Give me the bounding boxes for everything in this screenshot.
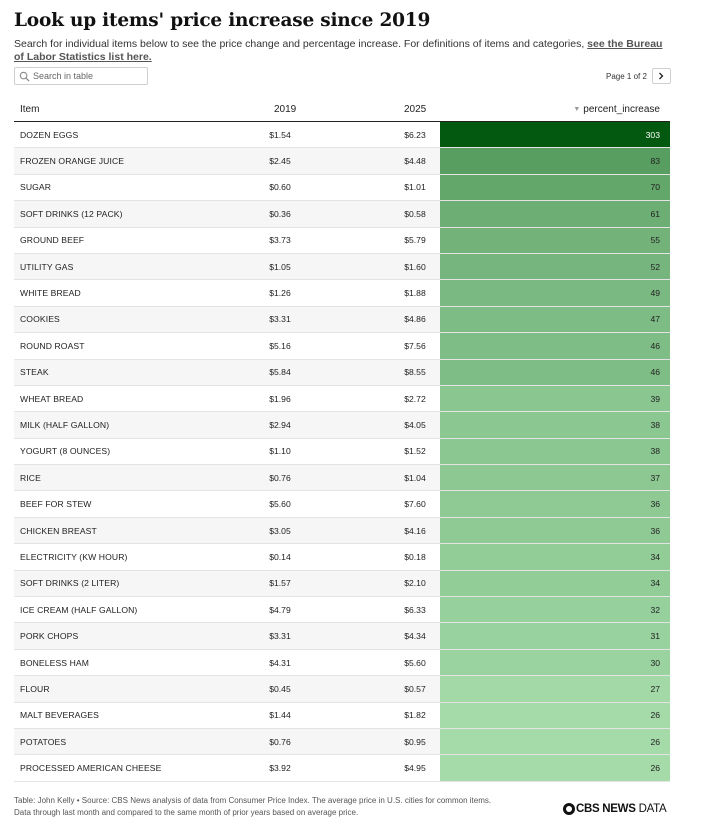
cell-price-2019: $1.54 [269,129,291,140]
cbs-eye-icon [563,803,575,815]
table-row [14,544,670,570]
table-row [14,623,670,649]
brand-suffix: DATA [638,803,667,815]
table-row [14,703,670,729]
cell-price-2019: $5.84 [269,367,291,378]
cell-price-2025: $1.01 [404,182,426,193]
cell-percent-increase: 34 [440,544,670,569]
cell-percent-increase: 46 [440,333,670,358]
cell-item: FROZEN ORANGE JUICE [20,156,125,167]
cell-price-2025: $5.79 [404,235,426,246]
cell-item: YOGURT (8 OUNCES) [20,446,111,457]
cell-item: DOZEN EGGS [20,129,79,140]
page-title: Look up items' price increase since 2019 [14,10,431,31]
cell-price-2019: $1.57 [269,578,291,589]
table-row [14,465,670,491]
cell-price-2025: $4.05 [404,419,426,430]
cell-item: MALT BEVERAGES [20,710,99,721]
search-input[interactable] [33,71,143,81]
cell-price-2019: $0.36 [269,208,291,219]
cell-price-2025: $2.10 [404,578,426,589]
table-row [14,676,670,702]
table-row [14,360,670,386]
table-row [14,729,670,755]
description-text: Search for individual items below to see the price change and percentage increase. For definitions of items and categories, [14,38,588,50]
cell-item: PORK CHOPS [20,631,79,642]
cell-percent-increase: 47 [440,307,670,332]
table-row [14,755,670,781]
cell-item: WHITE BREAD [20,288,81,299]
page-indicator: Page 1 of 2 [606,71,647,81]
search-box[interactable] [14,67,148,85]
cell-price-2025: $2.72 [404,393,426,404]
cell-price-2019: $1.96 [269,393,291,404]
column-header-percent-label: percent_increase [583,104,660,115]
table-row [14,518,670,544]
description [14,38,674,63]
table-row [14,228,670,254]
cell-percent-increase: 27 [440,676,670,701]
cell-item: BONELESS HAM [20,657,90,668]
cell-price-2019: $3.05 [269,525,291,536]
cell-percent-increase: 31 [440,623,670,648]
cell-percent-increase: 46 [440,360,670,385]
cell-percent-increase: 55 [440,228,670,253]
cell-price-2019: $0.76 [269,472,291,483]
cell-price-2019: $3.31 [269,631,291,642]
cell-price-2025: $1.04 [404,472,426,483]
cell-item: GROUND BEEF [20,235,85,246]
cell-price-2019: $0.76 [269,736,291,747]
cell-percent-increase: 38 [440,439,670,464]
cell-price-2019: $1.26 [269,288,291,299]
cell-item: ROUND ROAST [20,340,85,351]
cell-item: MILK (HALF GALLON) [20,419,110,430]
table-row [14,412,670,438]
cell-price-2025: $4.86 [404,314,426,325]
sort-descending-icon: ▼ [573,106,581,113]
cell-price-2019: $0.60 [269,182,291,193]
cell-price-2019: $2.94 [269,419,291,430]
cell-price-2019: $3.73 [269,235,291,246]
table-body [14,122,670,782]
cell-price-2019: $3.31 [269,314,291,325]
cell-percent-increase: 70 [440,175,670,200]
table-row [14,597,670,623]
table-row [14,571,670,597]
cell-percent-increase: 83 [440,148,670,173]
cell-item: POTATOES [20,736,67,747]
table-row [14,650,670,676]
table-row [14,439,670,465]
cell-percent-increase: 49 [440,280,670,305]
cell-price-2025: $4.16 [404,525,426,536]
cell-price-2025: $1.82 [404,710,426,721]
cell-price-2025: $4.48 [404,156,426,167]
cell-price-2019: $1.05 [269,261,291,272]
footer-line-method: Data through last month and compared to the same month of prior years based on average price. [14,808,359,817]
cell-percent-increase: 39 [440,386,670,411]
cell-item: ELECTRICITY (KW HOUR) [20,551,128,562]
cell-price-2025: $6.23 [404,129,426,140]
cell-price-2019: $4.31 [269,657,291,668]
table-row [14,307,670,333]
cell-price-2025: $6.33 [404,604,426,615]
cell-price-2025: $1.60 [404,261,426,272]
column-header-item[interactable]: Item [20,104,40,115]
brand-name: CBS NEWS [576,803,636,815]
cell-percent-increase: 36 [440,518,670,543]
cell-percent-increase: 26 [440,729,670,754]
cell-item: SUGAR [20,182,52,193]
cell-price-2019: $1.10 [269,446,291,457]
cell-price-2019: $1.44 [269,710,291,721]
cell-price-2019: $3.92 [269,763,291,774]
table-row [14,201,670,227]
cell-item: ICE CREAM (HALF GALLON) [20,604,138,615]
cell-price-2025: $1.52 [404,446,426,457]
price-table [14,96,670,782]
cell-price-2025: $5.60 [404,657,426,668]
cell-item: STEAK [20,367,49,378]
cell-price-2025: $0.57 [404,683,426,694]
cell-price-2025: $4.34 [404,631,426,642]
cell-price-2019: $0.14 [269,551,291,562]
cell-item: RICE [20,472,41,483]
cell-price-2019: $2.45 [269,156,291,167]
table-row [14,280,670,306]
column-header-2025[interactable]: 2025 [404,104,427,115]
cell-price-2019: $5.60 [269,499,291,510]
cell-price-2025: $1.88 [404,288,426,299]
footer-note [14,795,574,819]
cell-percent-increase: 37 [440,465,670,490]
table-row [14,333,670,359]
column-header-percent-increase[interactable] [573,104,660,115]
cell-price-2019: $0.45 [269,683,291,694]
cell-price-2025: $0.95 [404,736,426,747]
table-row [14,175,670,201]
cell-percent-increase: 61 [440,201,670,226]
cell-price-2025: $7.56 [404,340,426,351]
next-page-button[interactable] [652,68,671,84]
cell-item: FLOUR [20,683,50,694]
table-row [14,254,670,280]
cell-percent-increase: 30 [440,650,670,675]
table-row [14,386,670,412]
cell-price-2025: $0.18 [404,551,426,562]
cell-percent-increase: 32 [440,597,670,622]
chevron-right-icon [657,72,665,80]
cell-percent-increase: 26 [440,755,670,780]
cell-price-2025: $4.95 [404,763,426,774]
cell-price-2025: $7.60 [404,499,426,510]
cell-percent-increase: 52 [440,254,670,279]
cell-item: SOFT DRINKS (12 PACK) [20,208,123,219]
cell-price-2025: $0.58 [404,208,426,219]
table-header [14,96,670,122]
cell-item: PROCESSED AMERICAN CHEESE [20,763,162,774]
cbs-news-data-logo [563,803,666,815]
cell-percent-increase: 38 [440,412,670,437]
table-row [14,148,670,174]
cell-price-2025: $8.55 [404,367,426,378]
pagination [606,68,671,84]
bls-link[interactable]: see the Bureau of Labor Statistics list here. [14,38,663,63]
footer-line-source: Table: John Kelly • Source: CBS News analysis of data from Consumer Price Index. The average price in U.S. cities for common items. [14,796,492,805]
cell-item: BEEF FOR STEW [20,499,92,510]
cell-percent-increase: 36 [440,491,670,516]
cell-percent-increase: 34 [440,571,670,596]
search-icon [19,71,30,82]
cell-price-2019: $4.79 [269,604,291,615]
cell-percent-increase: 26 [440,703,670,728]
cell-item: COOKIES [20,314,60,325]
table-row [14,122,670,148]
cell-item: CHICKEN BREAST [20,525,97,536]
cell-item: WHEAT BREAD [20,393,84,404]
cell-percent-increase: 303 [440,122,670,147]
cell-item: SOFT DRINKS (2 LITER) [20,578,120,589]
cell-price-2019: $5.16 [269,340,291,351]
table-row [14,491,670,517]
column-header-2019[interactable]: 2019 [274,104,297,115]
cell-item: UTILITY GAS [20,261,74,272]
